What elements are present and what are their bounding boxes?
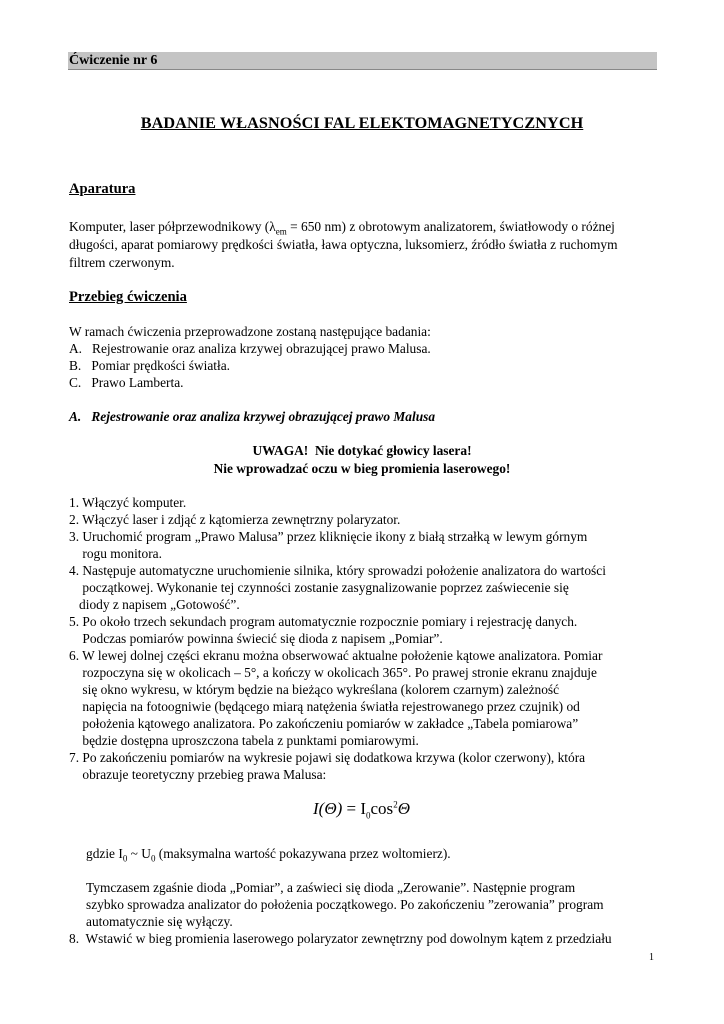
malus-formula xyxy=(313,799,410,819)
step-line: 2. Włączyć laser i zdjąć z kątomierza zewnętrzny polaryzator. xyxy=(69,512,401,527)
step-line: diody z napisem „Gotowość”. xyxy=(69,597,240,612)
step-line: Podczas pomiarów powinna świecić się dioda z napisem „Pomiar”. xyxy=(69,631,443,646)
step-line: 7. Po zakończeniu pomiarów na wykresie pojawi się dodatkowa krzywa (kolor czerwony), która xyxy=(69,750,586,765)
przebieg-item: A. Rejestrowanie oraz analiza krzywej obrazującej prawo Malusa. xyxy=(69,341,431,356)
section-a-heading: A. Rejestrowanie oraz analiza krzywej obrazującej prawo Malusa xyxy=(69,409,436,424)
aparatura-heading: Aparatura xyxy=(69,181,136,197)
formula-sup: 2 xyxy=(393,799,398,810)
step-line: 3. Uruchomić program „Prawo Malusa” przez kliknięcie ikony z białą strzałką w lewym górnym xyxy=(69,529,588,544)
aparatura-text-b: = 650 nm) z obrotowym analizatorem, światłowody o różnej xyxy=(286,219,615,234)
aparatura-line-2: długości, aparat pomiarowy prędkości światła, ława optyczna, luksomierz, źródło światła z ruchomym xyxy=(69,237,618,252)
aparatura-text-a: Komputer, laser półprzewodnikowy (λ xyxy=(69,219,276,234)
gdzie-b: ~ U xyxy=(127,846,151,861)
gdzie-a: gdzie I xyxy=(86,846,123,861)
page-number: 1 xyxy=(649,952,654,963)
document-title: BADANIE WŁASNOŚCI FAL ELEKTOMAGNETYCZNYCH xyxy=(140,114,584,132)
step-line: będzie dostępna uproszczona tabela z punktami pomiarowymi. xyxy=(69,733,419,748)
step-line: się okno wykresu, w którym będzie na bieżąco wykreślana (kolorem czarnym) zależność xyxy=(69,682,560,697)
formula-theta: Θ xyxy=(397,799,410,818)
formula-cos: cos xyxy=(370,799,394,818)
step-line: napięcia na fotoogniwie (będącego miarą natężenia światła rejestrowanego przez czujnik) od xyxy=(69,699,580,714)
step-line: 4. Następuje automatyczne uruchomienie silnika, który sprowadzi położenie analizatora do wartości xyxy=(69,563,606,578)
tymczasem-line: automatycznie się wyłączy. xyxy=(86,914,233,929)
przebieg-item: C. Prawo Lamberta. xyxy=(69,375,184,390)
gdzie-sub1: 0 xyxy=(122,853,128,864)
formula-eq: = I xyxy=(342,799,367,818)
lambda-subscript: em xyxy=(275,226,287,237)
warning-line-2: Nie wprowadzać oczu w bieg promienia laserowego! xyxy=(213,461,511,476)
step-line: 5. Po około trzech sekundach program automatycznie rozpocznie pomiary i rejestrację danych. xyxy=(69,614,578,629)
step-line: położenia kątowego analizatora. Po zakończeniu pomiarów w zakładce „Tabela pomiarowa” xyxy=(69,716,579,731)
step-line: obrazuje teoretyczny przebieg prawa Malusa: xyxy=(69,767,327,782)
step-line: 6. W lewej dolnej części ekranu można obserwować aktualne położenie kątowe analizatora. Pomiar xyxy=(69,648,603,663)
formula-lhs: I(Θ) xyxy=(313,799,343,818)
przebieg-item: B. Pomiar prędkości światła. xyxy=(69,358,231,373)
exercise-number: Ćwiczenie nr 6 xyxy=(69,53,158,68)
gdzie-c: (maksymalna wartość pokazywana przez woltomierz). xyxy=(155,846,451,861)
tymczasem-line: szybko sprowadza analizator do położenia początkowego. Po zakończeniu ”zerowania” program xyxy=(86,897,604,912)
przebieg-heading: Przebieg ćwiczenia xyxy=(69,289,187,305)
warning-line-1: UWAGA! Nie dotykać głowicy lasera! xyxy=(252,443,472,458)
step-line: rogu monitora. xyxy=(69,546,162,561)
step-line: 1. Włączyć komputer. xyxy=(69,495,187,510)
aparatura-line-3: filtrem czerwonym. xyxy=(69,255,175,270)
gdzie-sub2: 0 xyxy=(150,853,156,864)
gdzie-line xyxy=(86,845,451,863)
exercise-header-bar xyxy=(68,52,657,70)
step-line: początkowej. Wykonanie tej czynności zostanie zasygnalizowanie poprzez zaświecenie się xyxy=(69,580,569,595)
formula-sub: 0 xyxy=(366,810,371,821)
przebieg-intro: W ramach ćwiczenia przeprowadzone zostaną następujące badania: xyxy=(69,324,431,339)
aparatura-line-1 xyxy=(69,218,615,236)
step-line: rozpoczyna się w okolicach – 5°, a kończy w okolicach 365°. Po prawej stronie ekranu znajduje xyxy=(69,665,597,680)
tymczasem-line: Tymczasem zgaśnie dioda „Pomiar”, a zaświeci się dioda „Zerowanie”. Następnie program xyxy=(86,880,576,895)
step-8-line: 8. Wstawić w bieg promienia laserowego polaryzator zewnętrzny pod dowolnym kątem z przedziału xyxy=(69,931,612,946)
